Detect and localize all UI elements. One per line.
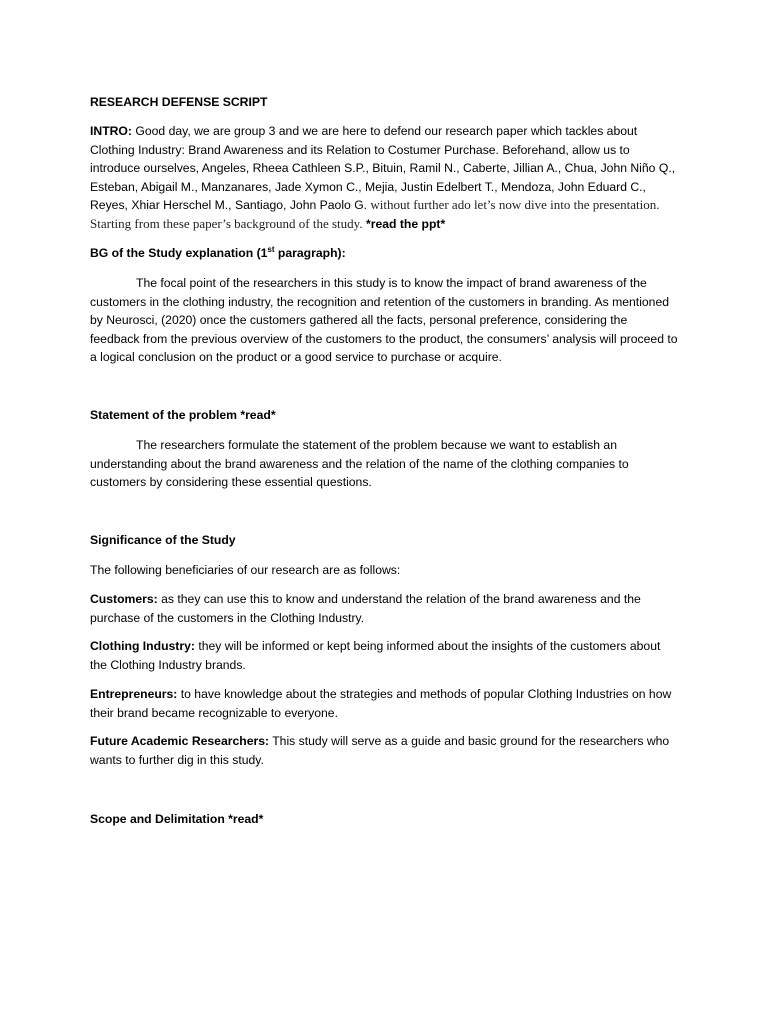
bg-heading-suffix: paragraph):	[274, 246, 346, 260]
beneficiary-clothing-industry	[90, 637, 680, 674]
intro-label: INTRO:	[90, 124, 132, 138]
beneficiary-text: they will be informed or kept being informed about the insights of the customers about the Clothing Industry brands.	[90, 639, 661, 672]
intro-cue: *read the ppt*	[362, 216, 446, 231]
bg-heading-superscript: st	[267, 244, 275, 254]
sig-heading: Significance of the Study	[90, 533, 236, 547]
bg-heading	[90, 244, 680, 263]
sig-intro: The following beneficiaries of our research are as follows:	[90, 563, 401, 577]
scope-heading: Scope and Delimitation *read*	[90, 812, 264, 826]
beneficiary-customers	[90, 590, 680, 627]
beneficiary-label: Future Academic Researchers:	[90, 734, 270, 748]
sop-paragraph: The researchers formulate the statement of the problem because we want to establish an understanding about the brand awareness and the relation of the name of the clothing companies to customers by considering these essential questions.	[90, 438, 629, 490]
bg-heading-text: BG of the Study explanation (1	[90, 246, 268, 260]
intro-paragraph	[90, 122, 680, 234]
intro-text: Good day, we are group 3 and we are here to defend our research paper which tackles about Clothing Industry: Brand Awareness and its Relation to Costumer Purchase. Beforehand, allow us to introduce ourselves, Angeles, Rheea Cathleen S.P., Bituin, Ramil N., Caberte, Jillian A., Chua, John Niño Q., Esteban, Abigail M., Manzanares, Jade Xymon C., Mejia, Justin Edelbert T., Mendoza, John Eduard C., Reyes, Xhiar Herschel M., Santiago, John Paolo G.	[90, 124, 676, 213]
beneficiary-text: This study will serve as a guide and basic ground for the researchers who wants to further dig in this study.	[90, 734, 670, 767]
intro-continuation: without further ado let’s now dive into the presentation. Starting from these paper’s background of the study.	[90, 197, 660, 231]
beneficiary-text: as they can use this to know and understand the relation of the brand awareness and the purchase of the customers in the Clothing Industry.	[90, 592, 641, 625]
beneficiary-text: to have knowledge about the strategies and methods of popular Clothing Industries on how their brand became recognizable to everyone.	[90, 687, 672, 720]
document-title: RESEARCH DEFENSE SCRIPT	[90, 95, 268, 109]
beneficiary-label: Customers:	[90, 592, 158, 606]
beneficiary-entrepreneurs	[90, 685, 680, 722]
beneficiary-researchers	[90, 732, 680, 769]
beneficiary-label: Entrepreneurs:	[90, 687, 178, 701]
beneficiary-label: Clothing Industry:	[90, 639, 195, 653]
sop-heading: Statement of the problem *read*	[90, 408, 276, 422]
bg-paragraph: The focal point of the researchers in this study is to know the impact of brand awareness of the customers in the clothing industry, the recognition and retention of the customers in branding. As mentioned by Neurosci, (2020) once the customers gathered all the facts, personal preference, considering the feedback from the previous overview of the customers to the product, the consumers’ analysis will proceed to a logical conclusion on the product or a good service to purchase or acquire.	[90, 276, 678, 365]
